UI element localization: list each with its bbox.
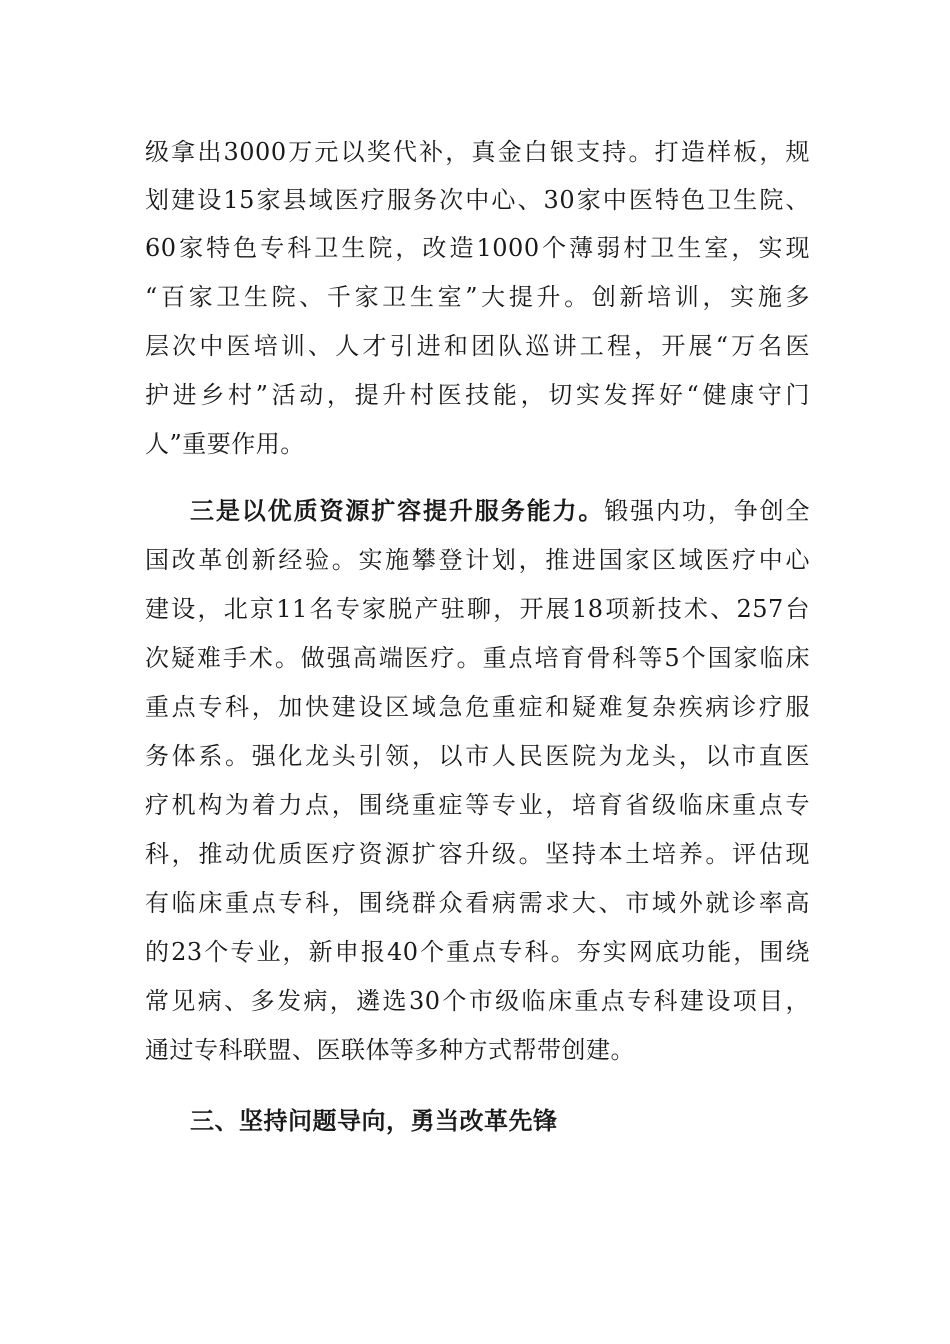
paragraph-line: 划建设15家县域医疗服务次中心、30家中医特色卫生院、 <box>145 186 810 214</box>
paragraph-lead-rest: 锻强内功，争创全 <box>604 497 811 525</box>
paragraph-first-line <box>145 487 810 535</box>
section-heading-text: 三、坚持问题导向，勇当改革先锋 <box>190 1107 558 1135</box>
paragraph-line: 人”重要作用。 <box>145 430 305 458</box>
paragraph-line: 护进乡村”活动，提升村医技能，切实发挥好“健康守门 <box>145 381 810 409</box>
paragraph-lead-bold: 三是以优质资源扩容提升服务能力。 <box>190 497 605 525</box>
paragraph-line: 疗机构为着力点，围绕重症等专业，培育省级临床重点专 <box>145 791 810 819</box>
paragraph-line: 建设，北京11名专家脱产驻聊，开展18项新技术、257台 <box>145 595 810 623</box>
paragraph-line: 通过专科联盟、医联体等多种方式帮带创建。 <box>145 1036 635 1064</box>
paragraph-line: 重点专科，加快建设区域急危重症和疑难复杂疾病诊疗服 <box>145 693 810 721</box>
paragraph-line: 常见病、多发病，遴选30个市级临床重点专科建设项目， <box>145 987 810 1015</box>
paragraph-line: 级拿出3000万元以奖代补，真金白银支持。打造样板，规 <box>145 138 810 166</box>
paragraph-line: 层次中医培训、人才引进和团队巡讲工程，开展“万名医 <box>145 332 810 360</box>
paragraph-line: 务体系。强化龙头引领，以市人民医院为龙头，以市直医 <box>145 742 810 770</box>
paragraph-line: 的23个专业，新申报40个重点专科。夯实网底功能，围绕 <box>145 938 810 966</box>
paragraph-line: 次疑难手术。做强高端医疗。重点培育骨科等5个国家临床 <box>145 644 810 672</box>
paragraph-line: 国改革创新经验。实施攀登计划，推进国家区域医疗中心 <box>145 546 810 574</box>
paragraph-line: “百家卫生院、千家卫生室”大提升。创新培训，实施多 <box>145 283 810 311</box>
paragraph-line: 有临床重点专科，围绕群众看病需求大、市域外就诊率高 <box>145 889 810 917</box>
paragraph-line: 科，推动优质医疗资源扩容升级。坚持本土培养。评估现 <box>145 840 810 868</box>
paragraph-line: 60家特色专科卫生院，改造1000个薄弱村卫生室，实现 <box>145 234 810 262</box>
